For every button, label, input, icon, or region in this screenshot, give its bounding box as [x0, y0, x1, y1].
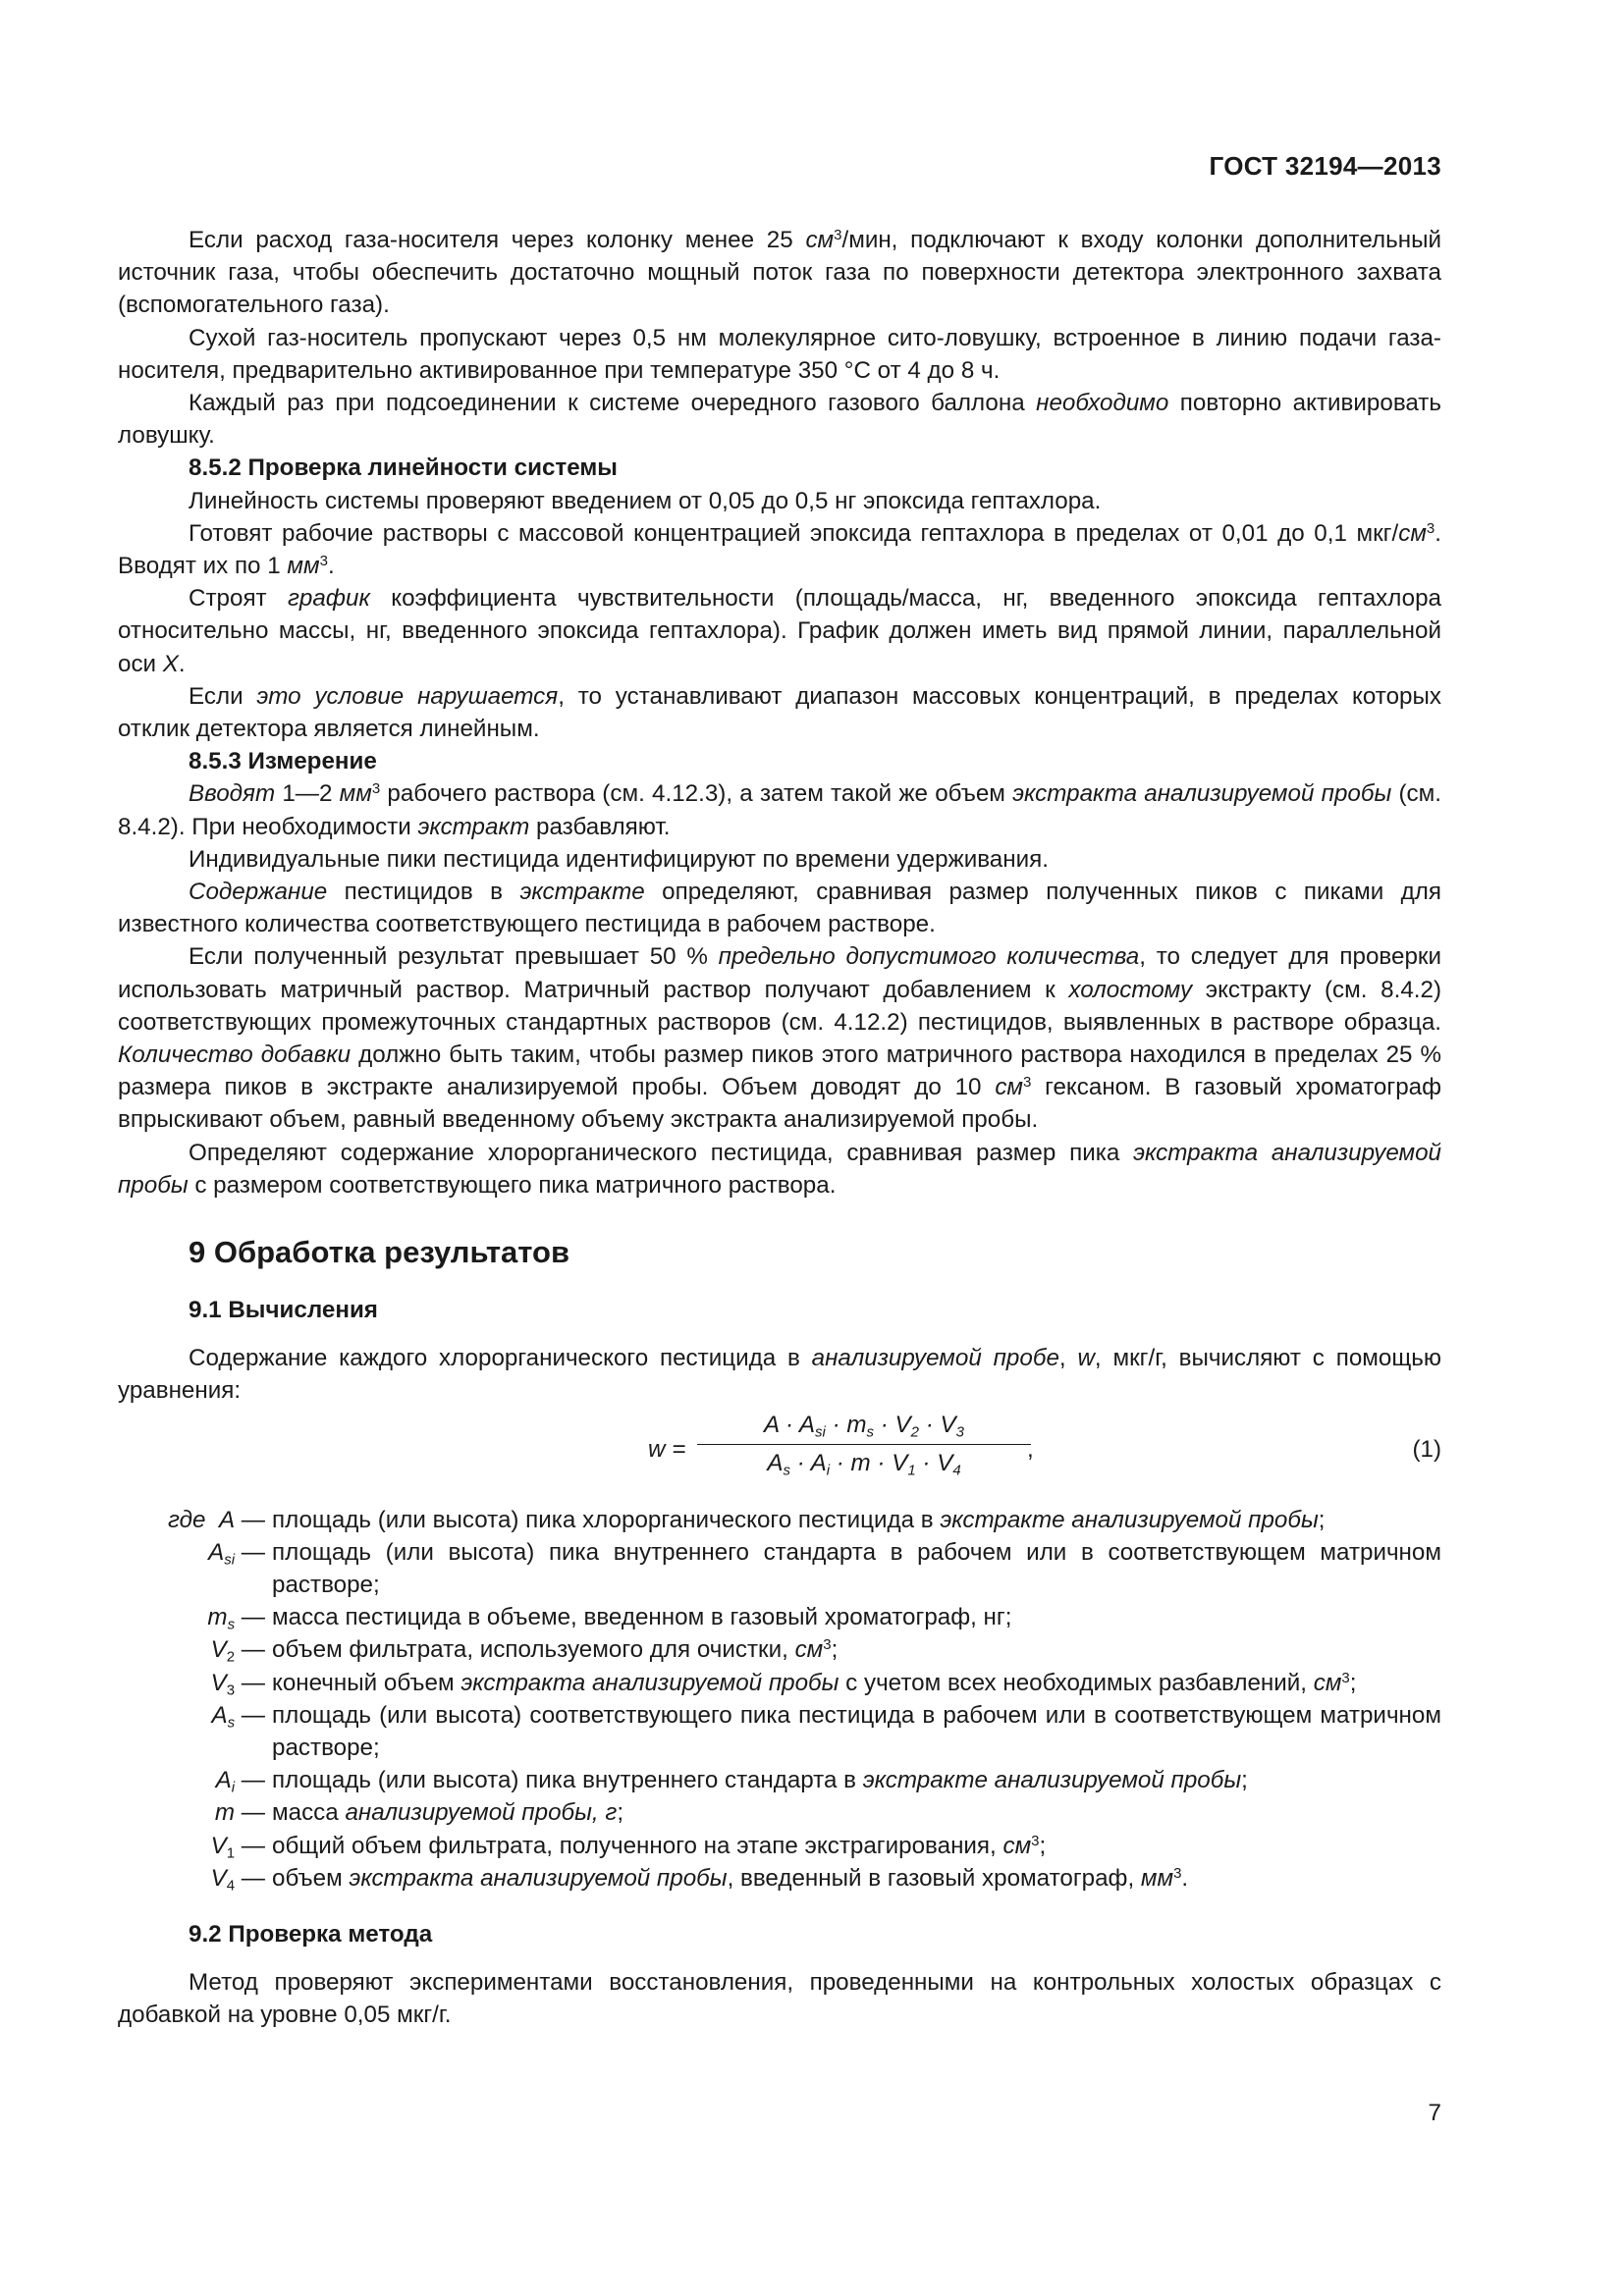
subsection-heading-calculations: 9.1 Вычисления	[189, 1297, 378, 1324]
paragraph-injection: Вводят 1—2 $мм^3$ рабочего раствора (см. 4.12.3), а затем такой же объем экстракта анализируемой пробы (см. 8.4.2). При необходимости экстракт разбавляют.	[118, 780, 1441, 840]
equation-1: w = $A \cdot A_{si} \cdot m_s \cdot V_2 \cdot V_3$ $A_s \cdot A_i \cdot m \cdot V_1 \cdot V_4$ , (1)	[648, 1411, 1441, 1478]
paragraph-calculation-intro: Содержание каждого хлорорганического пестицида в анализируемой пробе, w, мкг/г, вычисляют с помощью уравнения:	[118, 1345, 1441, 1405]
paragraph-sensitivity-graph: Строят график коэффициента чувствительности (площадь/масса, нг, введенного эпоксида гептахлора относительно массы, нг, введенного эпоксида гептахлора). График должен иметь вид прямой линии, параллельной оси X.	[118, 585, 1441, 677]
subsection-heading-measurement: 8.5.3 Измерение	[189, 748, 377, 775]
subsection-heading-method-check: 9.2 Проверка метода	[189, 1920, 433, 1948]
legend-row-V4: $V_4$ — объем экстракта анализируемой пробы, введенный в газовый хроматограф, $мм^3$.	[210, 1864, 1189, 1895]
legend-row-V1: $V_1$ — общий объем фильтрата, полученного на этапе экстрагирования, $см^3$;	[210, 1832, 1047, 1862]
document-body	[118, 224, 1441, 2031]
paragraph-condition-violated: Если это условие нарушается, то устанавливают диапазон массовых концентраций, в пределах которых отклик детектора является линейным.	[118, 682, 1441, 743]
paragraph-carrier-gas-flow: Если расход газа-носителя через колонку менее 25 $см^3$/мин, подключают к входу колонки дополнительный источник газа, чтобы обеспечить достаточно мощный поток газа по поверхности детектора электронного захвата (вспомогательного газа).	[118, 226, 1441, 319]
equation-number: (1)	[1412, 1435, 1441, 1463]
subsection-heading-linearity: 8.5.2 Проверка линейности системы	[189, 454, 618, 482]
paragraph-compare-peaks: Определяют содержание хлорорганического пестицида, сравнивая размер пика экстракта анализируемой пробы с размером соответствующего пика матричного раствора.	[118, 1139, 1441, 1199]
legend-row-Ai: $A_i$ — площадь (или высота) пика внутреннего стандарта в экстракте анализируемой пробы;	[215, 1767, 1248, 1796]
paragraph-method-check: Метод проверяют экспериментами восстановления, проведенными на контрольных холостых образцах с добавкой на уровне 0,05 мкг/г.	[118, 1968, 1441, 2029]
equation-lhs: w =	[648, 1435, 686, 1463]
legend-row-m: m — масса анализируемой пробы, г;	[214, 1799, 624, 1827]
section-heading-results: 9 Обработка результатов	[189, 1235, 570, 1270]
paragraph-working-solutions: Готовят рабочие растворы с массовой концентрацией эпоксида гептахлора в пределах от 0,01 до 0,1 мкг/$см^3$. Вводят их по 1 $мм^3$.	[118, 519, 1441, 580]
equation-numerator: $A \cdot A_{si} \cdot m_s \cdot V_2 \cdot V_3$	[697, 1410, 1031, 1445]
equation-denominator: $A_s \cdot A_i \cdot m \cdot V_1 \cdot V_4$	[767, 1449, 961, 1478]
legend-row-V2: $V_2$ — объем фильтрата, используемого для очистки, $см^3$;	[210, 1636, 839, 1666]
legend-row-ms: $m_s$ — масса пестицида в объеме, введенном в газовый хроматограф, нг;	[207, 1604, 1012, 1633]
legend-row-Asi: $A_{si}$ — площадь (или высота) пика внутреннего стандарта в рабочем или в соответствующем матричном растворе;	[208, 1538, 1441, 1598]
legend-row-A: где A — площадь (или высота) пика хлорорганического пестицида в экстракте анализируемой пробы;	[168, 1506, 1326, 1533]
legend-row-V3: $V_3$ — конечный объем экстракта анализируемой пробы с учетом всех необходимых разбавлений, $см^3$;	[210, 1669, 1357, 1699]
paragraph-linearity-range: Линейность системы проверяют введением от 0,05 до 0,5 нг эпоксида гептахлора.	[189, 487, 1102, 514]
paragraph-content-determination: Содержание пестицидов в экстракте определяют, сравнивая размер полученных пиков с пиками для известного количества соответствующего пестицида в рабочем растворе.	[118, 879, 1441, 938]
paragraph-trap-reactivation: Каждый раз при подсоединении к системе очередного газового баллона необходимо повторно активировать ловушку.	[118, 390, 1441, 450]
document-code-header: ГОСТ 32194—2013	[1209, 151, 1441, 181]
page-number: 7	[1428, 2100, 1441, 2126]
paragraph-matrix-solution: Если полученный результат превышает 50 % предельно допустимого количества, то следует для проверки использовать матричный раствор. Матричный раствор получают добавлением к холостому экстракту (см. 8.4.2) соответствующих промежуточных стандартных растворов (см. 4.12.2) пестицидов, выявленных в растворе образца. Количество добавки должно быть таким, чтобы размер пиков этого матричного раствора находился в пределах 25 % размера пиков в экстракте анализируемой пробы. Объем доводят до 10 $см^3$ гексаном. В газовый хроматограф впрыскивают объем, равный введенному объему экстракта анализируемой пробы.	[118, 943, 1442, 1134]
legend-row-As: $A_s$ — площадь (или высота) соответствующего пика пестицида в рабочем или в соответствующем матричном растворе;	[211, 1701, 1441, 1761]
equation-fraction	[697, 1410, 1031, 1479]
variable-legend	[118, 1504, 1441, 1895]
paragraph-dry-carrier-gas: Сухой газ-носитель пропускают через 0,5 нм молекулярное сито-ловушку, встроенное в линию подачи газа-носителя, предварительно активированное при температуре 350 °С от 4 до 8 ч.	[118, 324, 1441, 384]
paragraph-peak-identification: Индивидуальные пики пестицида идентифицируют по времени удерживания.	[189, 845, 1049, 873]
